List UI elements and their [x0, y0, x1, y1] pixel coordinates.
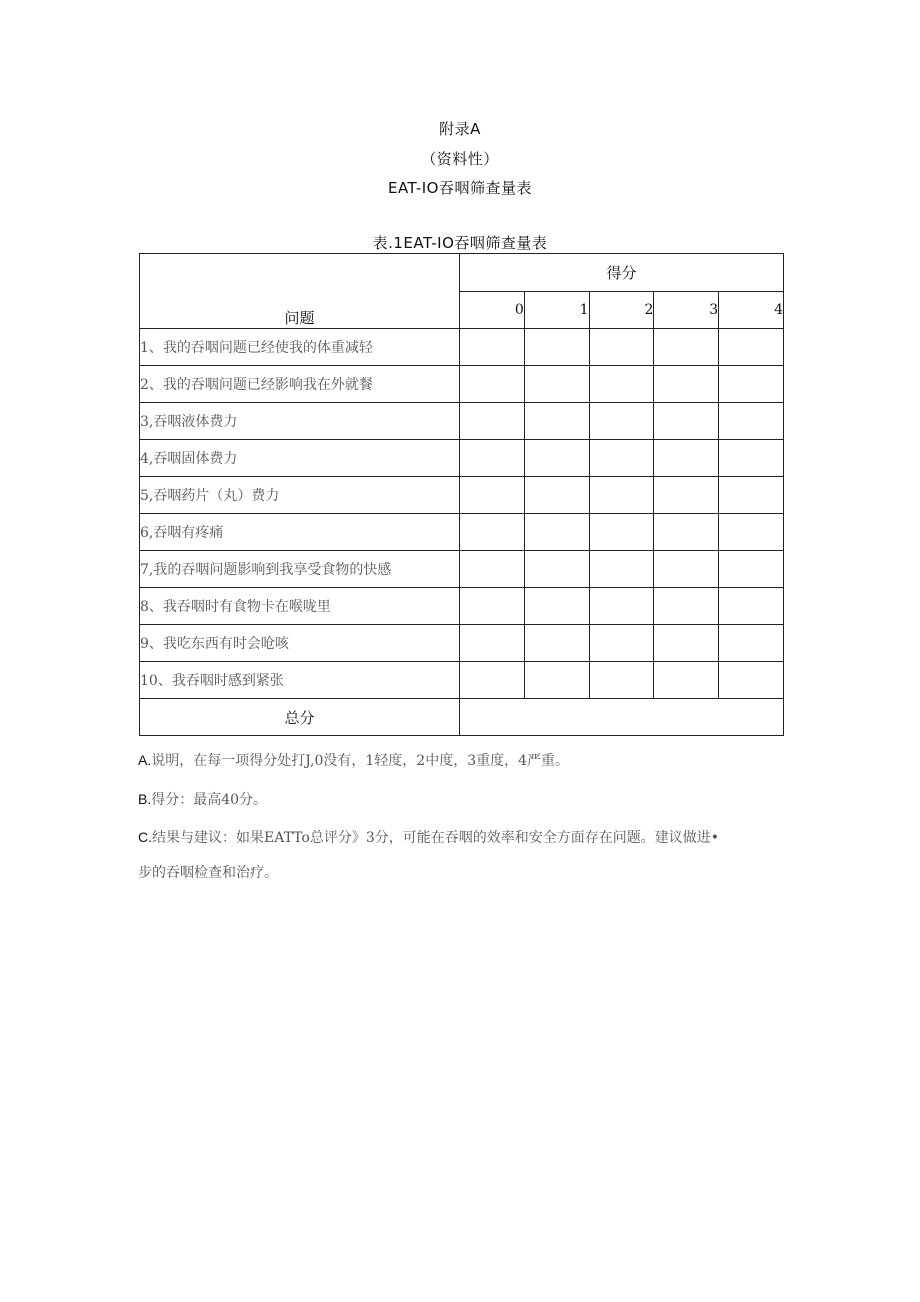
score-cell[interactable]	[654, 477, 719, 514]
score-cell[interactable]	[654, 366, 719, 403]
score-column-header: 2	[589, 292, 654, 329]
total-row	[140, 699, 784, 736]
score-cell[interactable]	[654, 588, 719, 625]
table-row	[140, 514, 784, 551]
score-cell[interactable]	[460, 366, 525, 403]
question-text: 1、我的吞咽问题已经使我的体重减轻	[140, 329, 460, 366]
score-cell[interactable]	[524, 366, 589, 403]
score-cell[interactable]	[589, 662, 654, 699]
question-text: 7,我的吞咽问题影响到我享受食物的快感	[140, 551, 460, 588]
note-c-line2	[138, 862, 788, 882]
score-cell[interactable]	[719, 440, 784, 477]
table-row	[140, 329, 784, 366]
score-cell[interactable]	[524, 514, 589, 551]
score-cell[interactable]	[589, 366, 654, 403]
score-column-header: 0	[460, 292, 525, 329]
score-cell[interactable]	[524, 588, 589, 625]
note-c-text: 结果与建议：如果EATTo总评分》3分，可能在吞咽的效率和安全方面存在问题。建议做进•	[152, 830, 720, 846]
document-title: EAT-IO吞咽筛查量表	[387, 179, 532, 197]
score-cell[interactable]	[719, 662, 784, 699]
score-cell[interactable]	[589, 514, 654, 551]
table-row	[140, 625, 784, 662]
score-cell[interactable]	[719, 551, 784, 588]
note-c-text-continued: 步的吞咽检查和治疗。	[138, 865, 278, 881]
score-cell[interactable]	[524, 662, 589, 699]
table-row	[140, 366, 784, 403]
score-group-header: 得分	[460, 254, 784, 292]
score-cell[interactable]	[654, 662, 719, 699]
score-cell[interactable]	[589, 329, 654, 366]
total-label: 总分	[140, 699, 460, 736]
question-text: 10、我吞咽时感到紧张	[140, 662, 460, 699]
score-cell[interactable]	[460, 588, 525, 625]
question-text: 2、我的吞咽问题已经影响我在外就餐	[140, 366, 460, 403]
question-column-header: 问题	[140, 254, 460, 329]
score-cell[interactable]	[460, 440, 525, 477]
score-cell[interactable]	[589, 477, 654, 514]
note-c-line1	[138, 827, 788, 847]
question-text: 8、我吞咽时有食物卡在喉咙里	[140, 588, 460, 625]
note-c-lead: C.	[138, 829, 152, 845]
note-b-text: 得分：最高40分。	[151, 792, 268, 808]
question-text: 3,吞咽液体费力	[140, 403, 460, 440]
score-column-header: 4	[719, 292, 784, 329]
score-cell[interactable]	[719, 329, 784, 366]
score-cell[interactable]	[524, 440, 589, 477]
question-text: 6,吞咽有疼痛	[140, 514, 460, 551]
score-cell[interactable]	[524, 403, 589, 440]
score-cell[interactable]	[460, 662, 525, 699]
score-cell[interactable]	[719, 366, 784, 403]
score-cell[interactable]	[589, 625, 654, 662]
score-cell[interactable]	[719, 588, 784, 625]
score-cell[interactable]	[654, 403, 719, 440]
question-text: 4,吞咽固体费力	[140, 440, 460, 477]
score-cell[interactable]	[654, 551, 719, 588]
total-score-cell[interactable]	[460, 699, 784, 736]
score-cell[interactable]	[460, 551, 525, 588]
score-cell[interactable]	[524, 329, 589, 366]
table-row	[140, 403, 784, 440]
score-column-header: 1	[524, 292, 589, 329]
score-cell[interactable]	[654, 440, 719, 477]
score-cell[interactable]	[589, 588, 654, 625]
table-row	[140, 662, 784, 699]
score-cell[interactable]	[460, 329, 525, 366]
appendix-nature: （资料性）	[421, 150, 499, 168]
score-cell[interactable]	[654, 329, 719, 366]
score-cell[interactable]	[589, 440, 654, 477]
score-cell[interactable]	[460, 514, 525, 551]
question-text: 5,吞咽药片（丸）费力	[140, 477, 460, 514]
note-a-lead: A.	[138, 752, 152, 768]
eat10-table	[139, 253, 784, 736]
table-row	[140, 477, 784, 514]
score-cell[interactable]	[719, 514, 784, 551]
score-cell[interactable]	[719, 625, 784, 662]
note-b-lead: B.	[138, 791, 152, 807]
score-column-header: 3	[654, 292, 719, 329]
table-row	[140, 440, 784, 477]
score-cell[interactable]	[460, 403, 525, 440]
score-cell[interactable]	[719, 403, 784, 440]
score-cell[interactable]	[589, 403, 654, 440]
score-cell[interactable]	[654, 514, 719, 551]
note-b	[138, 789, 788, 809]
appendix-title: 附录A	[439, 120, 481, 138]
note-a	[138, 750, 788, 770]
score-cell[interactable]	[524, 477, 589, 514]
score-cell[interactable]	[589, 551, 654, 588]
score-cell[interactable]	[460, 477, 525, 514]
score-cell[interactable]	[719, 477, 784, 514]
table-row	[140, 551, 784, 588]
table-caption: 表.1EAT-IO吞咽筛查量表	[372, 234, 548, 252]
note-a-text: 说明，在每一项得分处打J,0没有，1轻度，2中度，3重度，4严重。	[151, 753, 570, 769]
score-cell[interactable]	[460, 625, 525, 662]
table-row	[140, 588, 784, 625]
score-cell[interactable]	[524, 625, 589, 662]
question-text: 9、我吃东西有时会呛咳	[140, 625, 460, 662]
score-cell[interactable]	[654, 625, 719, 662]
score-cell[interactable]	[524, 551, 589, 588]
